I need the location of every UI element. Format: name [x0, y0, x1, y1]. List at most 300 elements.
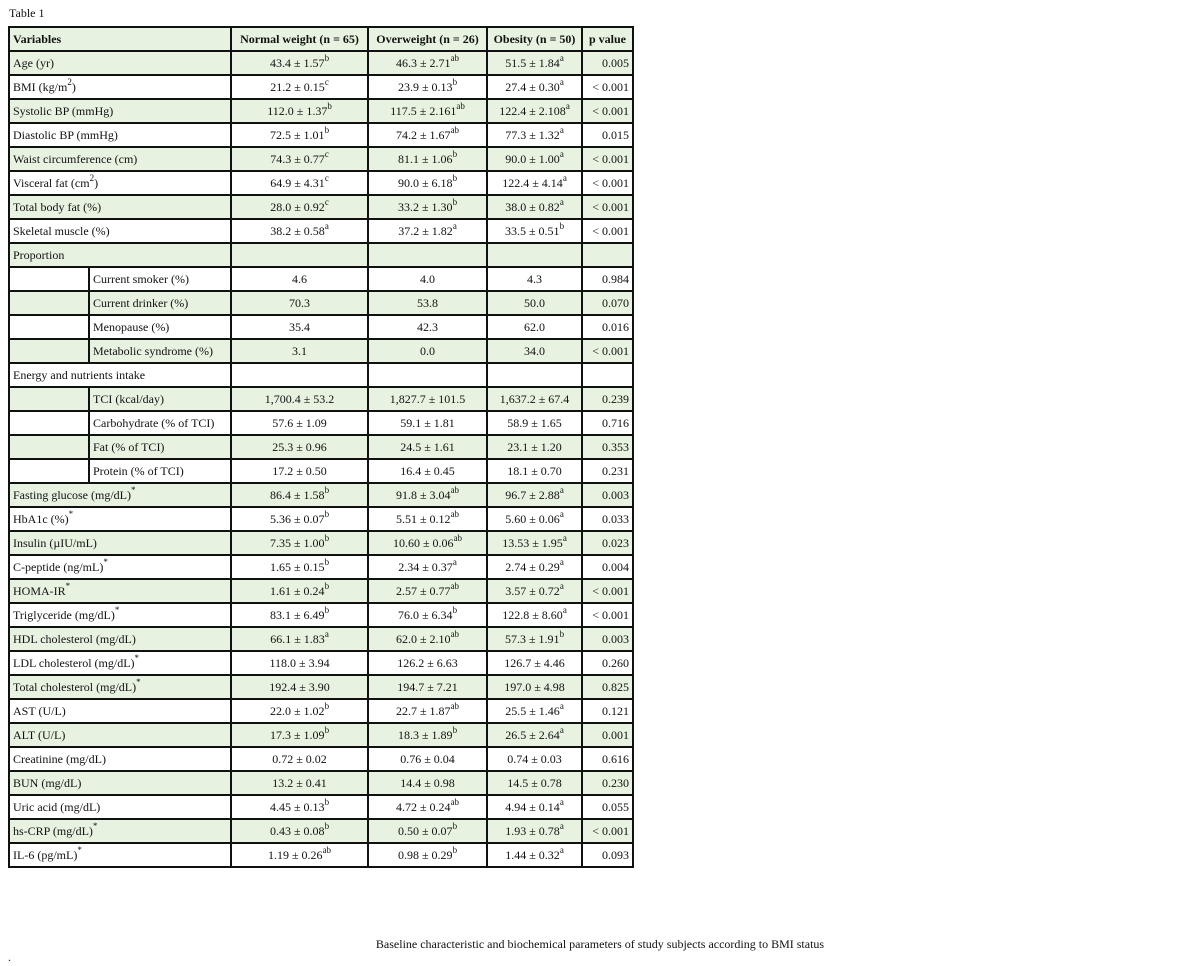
- table-row: [9, 531, 633, 555]
- value-text: 2.34 ± 0.37: [398, 560, 453, 574]
- variable-label: [9, 483, 231, 507]
- group-letter: a: [559, 485, 564, 495]
- value-text: 3.1: [292, 344, 308, 358]
- value-text: 58.9 ± 1.65: [507, 416, 562, 430]
- value-cell: [231, 99, 368, 123]
- value-cell: [487, 843, 582, 867]
- group-letter: a: [452, 557, 457, 567]
- label-text: BMI (kg/m: [13, 80, 68, 94]
- value-cell: [231, 435, 368, 459]
- value-cell: [368, 267, 487, 291]
- value-text: 70.3: [289, 296, 311, 310]
- label-text: Age (yr): [13, 56, 54, 70]
- value-cell: [231, 315, 368, 339]
- value-text: 1.65 ± 0.15: [269, 560, 325, 574]
- value-cell: [231, 747, 368, 771]
- table-body: [9, 51, 633, 867]
- table-row: [9, 843, 633, 867]
- value-cell: [368, 51, 487, 75]
- p-value-cell: < 0.001: [582, 171, 633, 195]
- value-text: 90.0 ± 6.18: [397, 176, 453, 190]
- table-row: [9, 771, 633, 795]
- value-cell: [368, 747, 487, 771]
- p-value-cell: 0.984: [582, 267, 633, 291]
- value-text: 18.1 ± 0.70: [507, 464, 562, 478]
- variable-label: [9, 123, 231, 147]
- section-label: Proportion: [9, 243, 231, 267]
- value-cell: [231, 627, 368, 651]
- value-text: 194.7 ± 7.21: [397, 680, 458, 694]
- table-row: [9, 315, 633, 339]
- value-text: 122.4 ± 4.14: [502, 176, 563, 190]
- value-cell: [487, 339, 582, 363]
- variable-label: [9, 843, 231, 867]
- label-superscript: 2: [67, 77, 72, 87]
- group-letter: b: [324, 725, 330, 735]
- p-value-cell: 0.016: [582, 315, 633, 339]
- value-text: 33.2 ± 1.30: [397, 200, 453, 214]
- value-cell: [368, 651, 487, 675]
- value-text: 50.0: [524, 296, 546, 310]
- label-text: Uric acid (mg/dL): [13, 800, 101, 814]
- value-cell: [231, 795, 368, 819]
- value-text: 57.3 ± 1.91: [504, 632, 560, 646]
- value-cell: [368, 123, 487, 147]
- value-text: 112.0 ± 1.37: [267, 104, 328, 118]
- label-suffix: ): [94, 176, 99, 190]
- table-row: [9, 699, 633, 723]
- value-cell: [487, 747, 582, 771]
- value-cell: [487, 195, 582, 219]
- empty-cell: [368, 363, 487, 387]
- label-text: Total body fat (%): [13, 200, 102, 214]
- value-text: 25.3 ± 0.96: [272, 440, 327, 454]
- value-text: 35.4: [289, 320, 311, 334]
- value-text: 1,827.7 ± 101.5: [389, 392, 466, 406]
- p-value-cell: 0.716: [582, 411, 633, 435]
- group-letter: a: [565, 101, 570, 111]
- value-text: 1,637.2 ± 67.4: [499, 392, 570, 406]
- value-text: 126.7 ± 4.46: [504, 656, 565, 670]
- indent-cell: [9, 387, 89, 411]
- value-text: 2.57 ± 0.77: [395, 584, 451, 598]
- sub-variable-label: Menopause (%): [89, 315, 231, 339]
- group-letter: ab: [450, 485, 460, 495]
- group-letter: a: [559, 77, 564, 87]
- table-row: [9, 147, 633, 171]
- group-letter: c: [324, 77, 329, 87]
- value-cell: [231, 819, 368, 843]
- value-text: 0.74 ± 0.03: [507, 752, 562, 766]
- value-text: 23.9 ± 0.13: [397, 80, 453, 94]
- p-value-cell: 0.033: [582, 507, 633, 531]
- value-cell: [487, 459, 582, 483]
- value-text: 90.0 ± 1.00: [505, 152, 560, 166]
- table-row: [9, 75, 633, 99]
- group-letter: a: [562, 605, 567, 615]
- group-letter: b: [324, 821, 330, 831]
- value-cell: [231, 411, 368, 435]
- value-text: 42.3: [417, 320, 439, 334]
- group-letter: b: [452, 845, 458, 855]
- indent-cell: [9, 459, 89, 483]
- value-text: 122.4 ± 2.108: [499, 104, 566, 118]
- value-text: 1,700.4 ± 53.2: [264, 392, 335, 406]
- value-cell: [231, 51, 368, 75]
- group-letter: b: [324, 557, 330, 567]
- label-text: AST (U/L): [13, 704, 66, 718]
- value-cell: [231, 171, 368, 195]
- header-variables: Variables: [9, 27, 231, 51]
- label-text: BUN (mg/dL): [13, 776, 82, 790]
- value-text: 25.5 ± 1.46: [505, 704, 560, 718]
- group-letter: ab: [450, 797, 460, 807]
- variable-label: [9, 819, 231, 843]
- value-cell: [487, 219, 582, 243]
- value-cell: [368, 195, 487, 219]
- value-cell: [487, 603, 582, 627]
- sub-variable-label: Metabolic syndrome (%): [89, 339, 231, 363]
- value-text: 13.2 ± 0.41: [272, 776, 327, 790]
- value-cell: [231, 675, 368, 699]
- value-text: 4.72 ± 0.24: [395, 800, 451, 814]
- value-cell: [231, 339, 368, 363]
- group-letter: b: [324, 485, 330, 495]
- p-value-cell: < 0.001: [582, 195, 633, 219]
- value-cell: [487, 531, 582, 555]
- value-text: 0.76 ± 0.04: [400, 752, 455, 766]
- footnote-dot: .: [8, 950, 11, 964]
- value-cell: [487, 819, 582, 843]
- value-text: 5.36 ± 0.07: [269, 512, 325, 526]
- value-cell: [231, 579, 368, 603]
- value-cell: [368, 483, 487, 507]
- table-row: [9, 171, 633, 195]
- group-letter: a: [324, 629, 329, 639]
- value-cell: [231, 459, 368, 483]
- value-text: 17.2 ± 0.50: [272, 464, 327, 478]
- value-cell: [368, 771, 487, 795]
- value-text: 14.5 ± 0.78: [507, 776, 562, 790]
- p-value-cell: 0.353: [582, 435, 633, 459]
- value-cell: [487, 147, 582, 171]
- value-cell: [368, 555, 487, 579]
- value-cell: [368, 579, 487, 603]
- value-cell: [487, 267, 582, 291]
- variable-label: [9, 699, 231, 723]
- empty-cell: [231, 243, 368, 267]
- label-text: Visceral fat (cm: [13, 176, 90, 190]
- variable-label: [9, 51, 231, 75]
- label-suffix: ): [71, 80, 76, 94]
- group-letter: b: [324, 605, 330, 615]
- value-cell: [487, 771, 582, 795]
- table-row: [9, 363, 633, 387]
- group-letter: b: [452, 605, 458, 615]
- group-letter: ab: [450, 509, 460, 519]
- value-text: 13.53 ± 1.95: [502, 536, 563, 550]
- label-text: IL-6 (pg/mL): [13, 848, 78, 862]
- value-text: 5.51 ± 0.12: [395, 512, 451, 526]
- group-letter: b: [452, 149, 458, 159]
- sub-variable-label: TCI (kcal/day): [89, 387, 231, 411]
- variable-label: [9, 747, 231, 771]
- value-cell: [231, 219, 368, 243]
- value-text: 62.0 ± 2.10: [395, 632, 451, 646]
- value-text: 7.35 ± 1.00: [269, 536, 325, 550]
- value-text: 26.5 ± 2.64: [505, 728, 560, 742]
- value-cell: [487, 627, 582, 651]
- header-normal-weight: Normal weight (n = 65): [231, 27, 368, 51]
- group-letter: a: [559, 197, 564, 207]
- value-text: 4.94 ± 0.14: [505, 800, 560, 814]
- value-text: 1.61 ± 0.24: [269, 584, 325, 598]
- group-letter: ab: [450, 629, 460, 639]
- sub-variable-label: Current drinker (%): [89, 291, 231, 315]
- value-cell: [231, 147, 368, 171]
- sub-variable-label: Protein (% of TCI): [89, 459, 231, 483]
- table-row: [9, 483, 633, 507]
- group-letter: b: [324, 581, 330, 591]
- value-cell: [368, 387, 487, 411]
- value-text: 24.5 ± 1.61: [400, 440, 455, 454]
- label-superscript: *: [136, 677, 141, 687]
- value-text: 2.74 ± 0.29: [505, 560, 560, 574]
- p-value-cell: 0.003: [582, 627, 633, 651]
- value-cell: [368, 843, 487, 867]
- value-text: 4.45 ± 0.13: [269, 800, 325, 814]
- p-value-cell: < 0.001: [582, 339, 633, 363]
- label-text: Waist circumference (cm): [13, 152, 138, 166]
- p-value-cell: < 0.001: [582, 219, 633, 243]
- variable-label: [9, 555, 231, 579]
- value-text: 72.5 ± 1.01: [269, 128, 325, 142]
- p-value-cell: 0.260: [582, 651, 633, 675]
- group-letter: ab: [450, 125, 460, 135]
- p-value-cell: 0.005: [582, 51, 633, 75]
- table-row: [9, 579, 633, 603]
- p-value-cell: 0.825: [582, 675, 633, 699]
- value-cell: [368, 819, 487, 843]
- value-text: 91.8 ± 3.04: [395, 488, 451, 502]
- value-text: 0.43 ± 0.08: [269, 824, 325, 838]
- value-cell: [487, 171, 582, 195]
- value-cell: [368, 699, 487, 723]
- group-letter: a: [559, 845, 564, 855]
- label-superscript: *: [103, 557, 108, 567]
- value-text: 77.3 ± 1.32: [505, 128, 560, 142]
- group-letter: a: [559, 821, 564, 831]
- label-superscript: *: [130, 485, 136, 495]
- p-value-cell: 0.004: [582, 555, 633, 579]
- indent-cell: [9, 267, 89, 291]
- group-letter: c: [324, 197, 329, 207]
- group-letter: b: [324, 797, 330, 807]
- table-row: [9, 555, 633, 579]
- table-row: [9, 507, 633, 531]
- label-superscript: *: [134, 653, 140, 663]
- value-cell: [487, 435, 582, 459]
- value-text: 1.19 ± 0.26: [267, 848, 323, 862]
- value-text: 86.4 ± 1.58: [269, 488, 325, 502]
- value-cell: [368, 435, 487, 459]
- label-text: Systolic BP (mmHg): [13, 104, 114, 118]
- label-superscript: *: [68, 509, 74, 519]
- value-cell: [487, 579, 582, 603]
- value-text: 81.1 ± 1.06: [397, 152, 453, 166]
- value-text: 27.4 ± 0.30: [505, 80, 560, 94]
- p-value-cell: 0.231: [582, 459, 633, 483]
- value-cell: [368, 411, 487, 435]
- value-cell: [487, 699, 582, 723]
- group-letter: a: [559, 509, 564, 519]
- label-superscript: *: [65, 581, 71, 591]
- value-cell: [487, 723, 582, 747]
- group-letter: b: [324, 701, 330, 711]
- table-row: [9, 651, 633, 675]
- value-text: 66.1 ± 1.83: [270, 632, 325, 646]
- label-text: Diastolic BP (mmHg): [13, 128, 118, 142]
- group-letter: ab: [450, 581, 460, 591]
- group-letter: ab: [450, 53, 460, 63]
- p-value-cell: 0.070: [582, 291, 633, 315]
- variable-label: [9, 723, 231, 747]
- value-cell: [487, 99, 582, 123]
- label-superscript: *: [92, 821, 98, 831]
- value-cell: [231, 483, 368, 507]
- p-value-cell: 0.230: [582, 771, 633, 795]
- variable-label: [9, 579, 231, 603]
- value-text: 74.2 ± 1.67: [395, 128, 451, 142]
- value-text: 1.93 ± 0.78: [505, 824, 560, 838]
- value-text: 59.1 ± 1.81: [400, 416, 455, 430]
- value-text: 0.72 ± 0.02: [272, 752, 327, 766]
- value-text: 62.0: [524, 320, 546, 334]
- group-letter: a: [559, 125, 564, 135]
- table-row: [9, 219, 633, 243]
- variable-label: [9, 171, 231, 195]
- label-text: C-peptide (ng/mL): [13, 560, 104, 574]
- group-letter: a: [559, 701, 564, 711]
- table-row: [9, 819, 633, 843]
- p-value-cell: < 0.001: [582, 99, 633, 123]
- value-text: 10.60 ± 0.06: [392, 536, 454, 550]
- group-letter: b: [452, 821, 458, 831]
- group-letter: b: [452, 173, 458, 183]
- p-value-cell: < 0.001: [582, 579, 633, 603]
- value-text: 126.2 ± 6.63: [397, 656, 458, 670]
- variable-label: [9, 795, 231, 819]
- label-text: Fasting glucose (mg/dL): [13, 488, 131, 502]
- variable-label: [9, 195, 231, 219]
- value-text: 14.4 ± 0.98: [400, 776, 455, 790]
- value-text: 38.2 ± 0.58: [270, 224, 325, 238]
- value-text: 38.0 ± 0.82: [505, 200, 560, 214]
- variable-label: [9, 219, 231, 243]
- sub-variable-label: Carbohydrate (% of TCI): [89, 411, 231, 435]
- p-value-cell: 0.003: [582, 483, 633, 507]
- p-value-cell: 0.093: [582, 843, 633, 867]
- value-cell: [231, 651, 368, 675]
- group-letter: ab: [456, 101, 465, 111]
- value-cell: [368, 339, 487, 363]
- group-letter: a: [559, 725, 564, 735]
- p-value-cell: 0.001: [582, 723, 633, 747]
- value-cell: [487, 315, 582, 339]
- value-cell: [368, 531, 487, 555]
- value-text: 46.3 ± 2.71: [395, 56, 451, 70]
- header-row: [9, 27, 633, 51]
- table-row: [9, 675, 633, 699]
- table-row: [9, 195, 633, 219]
- label-superscript: *: [77, 845, 82, 855]
- group-letter: a: [452, 221, 457, 231]
- table-row: [9, 51, 633, 75]
- group-letter: b: [324, 533, 330, 543]
- variable-label: [9, 627, 231, 651]
- value-text: 28.0 ± 0.92: [270, 200, 325, 214]
- table-row: [9, 435, 633, 459]
- value-text: 34.0: [524, 344, 546, 358]
- value-cell: [231, 723, 368, 747]
- value-text: 1.44 ± 0.32: [505, 848, 560, 862]
- value-cell: [368, 627, 487, 651]
- indent-cell: [9, 339, 89, 363]
- value-cell: [231, 267, 368, 291]
- value-cell: [487, 51, 582, 75]
- value-text: 16.4 ± 0.45: [400, 464, 455, 478]
- group-letter: a: [559, 581, 564, 591]
- indent-cell: [9, 435, 89, 459]
- value-text: 197.0 ± 4.98: [504, 680, 565, 694]
- variable-label: [9, 147, 231, 171]
- value-text: 74.3 ± 0.77: [270, 152, 325, 166]
- empty-cell: [582, 243, 633, 267]
- table-row: [9, 603, 633, 627]
- p-value-cell: 0.055: [582, 795, 633, 819]
- group-letter: a: [559, 797, 564, 807]
- header-p-value: p value: [582, 27, 633, 51]
- value-text: 192.4 ± 3.90: [269, 680, 330, 694]
- group-letter: a: [559, 149, 564, 159]
- group-letter: a: [562, 533, 567, 543]
- group-letter: b: [452, 197, 458, 207]
- table-row: [9, 99, 633, 123]
- value-text: 43.4 ± 1.57: [269, 56, 325, 70]
- empty-cell: [487, 363, 582, 387]
- header-obesity: Obesity (n = 50): [487, 27, 582, 51]
- value-cell: [487, 411, 582, 435]
- header-overweight: Overweight (n = 26): [368, 27, 487, 51]
- value-text: 22.0 ± 1.02: [269, 704, 325, 718]
- label-text: LDL cholesterol (mg/dL): [13, 656, 135, 670]
- group-letter: b: [324, 125, 330, 135]
- p-value-cell: 0.239: [582, 387, 633, 411]
- table-row: [9, 267, 633, 291]
- value-text: 122.8 ± 8.60: [502, 608, 563, 622]
- p-value-cell: 0.616: [582, 747, 633, 771]
- value-cell: [231, 555, 368, 579]
- p-value-cell: 0.015: [582, 123, 633, 147]
- value-text: 57.6 ± 1.09: [272, 416, 327, 430]
- value-cell: [487, 291, 582, 315]
- p-value-cell: < 0.001: [582, 147, 633, 171]
- value-cell: [487, 75, 582, 99]
- empty-cell: [368, 243, 487, 267]
- value-cell: [487, 387, 582, 411]
- variable-label: [9, 99, 231, 123]
- empty-cell: [487, 243, 582, 267]
